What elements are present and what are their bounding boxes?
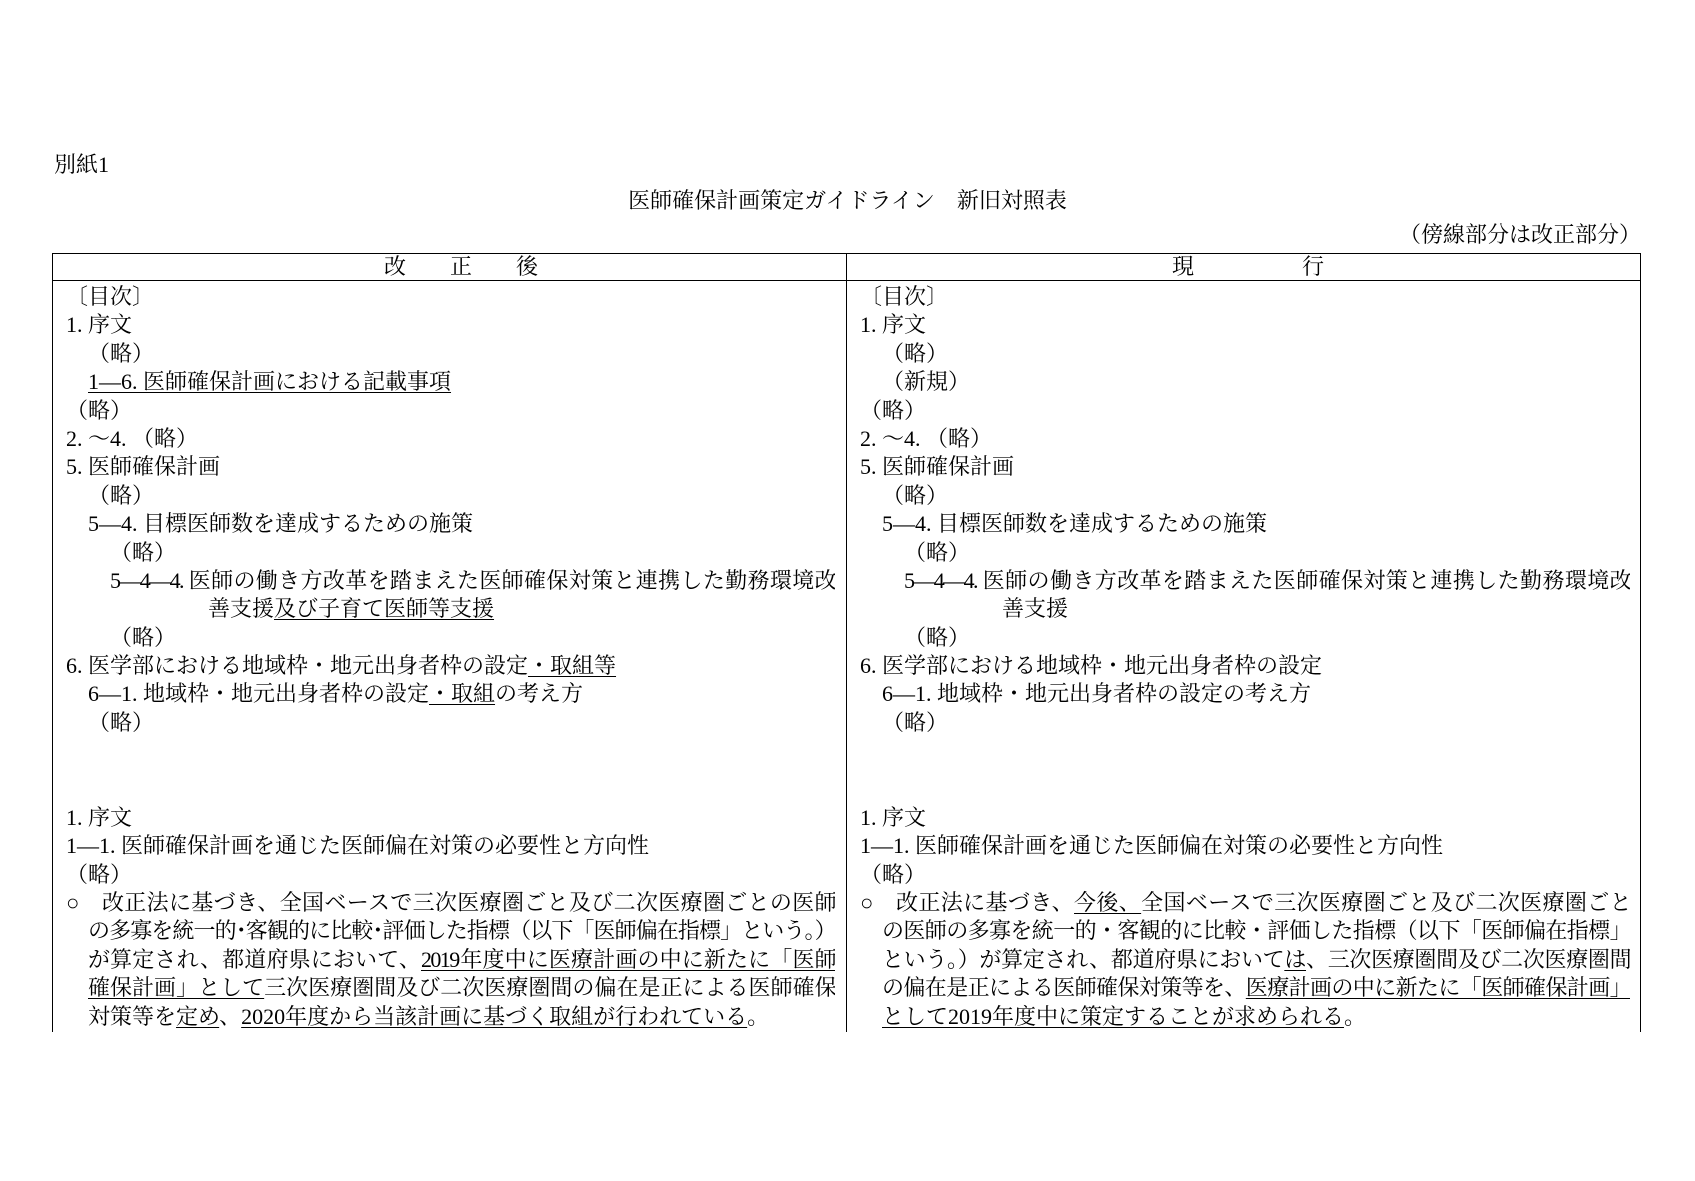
revised-body-line bbox=[88, 946, 835, 974]
line-text: （略） bbox=[904, 624, 971, 650]
current-body-line bbox=[882, 946, 1630, 974]
revised-toc-line bbox=[66, 453, 835, 481]
revised-body-line bbox=[88, 1003, 835, 1031]
header-current-label bbox=[1172, 254, 1324, 280]
header-revised-char: 正 bbox=[449, 254, 472, 279]
line-text: 2. ～4. （略） bbox=[66, 425, 199, 451]
revised-body-line bbox=[88, 974, 835, 1002]
line-text: （新規） bbox=[882, 369, 971, 395]
line-text: 5—4. 目標医師数を達成するための施策 bbox=[88, 511, 474, 537]
current-table-of-contents bbox=[860, 283, 1630, 737]
line-text: 〔目次〕 bbox=[66, 284, 155, 309]
current-column bbox=[847, 281, 1640, 1032]
revised-toc-line bbox=[110, 539, 835, 567]
underlined-revision-text: 今後、 bbox=[1074, 890, 1142, 916]
revised-toc-line bbox=[66, 652, 835, 680]
line-text: 三次医療圏間及び二次医療圏間の偏在是正による医師確保 bbox=[264, 975, 835, 1001]
current-body-line bbox=[860, 861, 1630, 889]
line-text: 6—1. 地域枠・地元出身者枠の設定 bbox=[88, 681, 430, 707]
revised-toc-line bbox=[88, 709, 835, 737]
line-text: ○ 改正法に基づき、全国ベースで三次医療圏ごと及び二次医療圏ごとの医師 bbox=[66, 890, 835, 916]
underlined-revision-text: 医療計画の中に新たに「医師確保計画」 bbox=[1245, 975, 1630, 1001]
underlined-revision-text: 定め bbox=[176, 1003, 220, 1029]
current-toc-line bbox=[860, 397, 1630, 425]
revised-toc-line bbox=[66, 425, 835, 453]
header-revised-label bbox=[384, 254, 538, 280]
current-toc-line bbox=[882, 680, 1630, 708]
line-text: 善支援 bbox=[208, 596, 275, 622]
line-text: （略） bbox=[66, 397, 133, 423]
line-text: 、 bbox=[219, 1003, 242, 1029]
line-text: 6. 医学部における地域枠・地元出身者枠の設定 bbox=[860, 653, 1323, 679]
underlined-revision-text: 2020年度から当該計画に基づく取組が行われている bbox=[241, 1003, 748, 1029]
revised-body-line bbox=[66, 804, 835, 832]
line-text: 1—1. 医師確保計画を通じた医師偏在対策の必要性と方向性 bbox=[66, 833, 650, 859]
underlined-revision-text: 及び子育て医師等支援 bbox=[274, 596, 495, 622]
header-current-char: 現 bbox=[1172, 254, 1195, 279]
current-toc-line bbox=[860, 453, 1630, 481]
revised-body-text bbox=[66, 804, 835, 1031]
section-gap bbox=[860, 737, 1630, 804]
underlined-revision-text: ・取組等 bbox=[528, 653, 617, 679]
current-body-line bbox=[882, 917, 1630, 945]
header-current-char: 行 bbox=[1301, 254, 1324, 279]
revised-body-line bbox=[66, 861, 835, 889]
current-toc-line bbox=[860, 425, 1630, 453]
line-text: （略） bbox=[860, 861, 927, 887]
line-text: 6—1. 地域枠・地元出身者枠の設定の考え方 bbox=[882, 681, 1312, 707]
line-text: （略） bbox=[110, 624, 177, 650]
line-text: （略） bbox=[88, 709, 155, 735]
revised-toc-line bbox=[88, 368, 835, 396]
revised-toc-line bbox=[66, 283, 835, 311]
line-text: 〔目次〕 bbox=[860, 284, 949, 309]
line-text: （略） bbox=[882, 709, 949, 735]
header-revised-char: 改 bbox=[384, 254, 407, 279]
current-body-text bbox=[860, 804, 1630, 1031]
line-text: 。 bbox=[747, 1003, 770, 1029]
current-toc-line bbox=[882, 510, 1630, 538]
current-toc-line bbox=[1002, 595, 1630, 623]
line-text: 、三次医療圏間及び二次医療圏間 bbox=[1306, 946, 1630, 972]
current-toc-line bbox=[860, 311, 1630, 339]
current-toc-line bbox=[904, 624, 1630, 652]
line-text: 5. 医師確保計画 bbox=[860, 454, 1015, 480]
line-text: の医師の多寡を統一的・客観的に比較・評価した指標（以下「医師偏在指標」 bbox=[882, 918, 1630, 944]
line-text: （略） bbox=[882, 340, 949, 366]
revised-toc-line bbox=[66, 311, 835, 339]
line-text: （略） bbox=[860, 397, 927, 423]
underlined-revision-text: 2019年度中に医療計画の中に新たに「医師 bbox=[421, 946, 835, 972]
line-text: ○ 改正法に基づき、 bbox=[860, 890, 1075, 916]
underlined-revision-text: として2019年度中に策定することが求められる bbox=[882, 1003, 1345, 1029]
revised-column bbox=[53, 281, 847, 1032]
line-text: 1—1. 医師確保計画を通じた医師偏在対策の必要性と方向性 bbox=[860, 833, 1444, 859]
line-text: 1. 序文 bbox=[860, 312, 927, 338]
line-text: 1. 序文 bbox=[66, 804, 133, 830]
current-toc-line bbox=[882, 368, 1630, 396]
revised-toc-line bbox=[88, 510, 835, 538]
line-text: （略） bbox=[88, 340, 155, 366]
revised-toc-line bbox=[66, 397, 835, 425]
revised-table-of-contents bbox=[66, 283, 835, 737]
line-text: が算定され、都道府県において、 bbox=[88, 946, 421, 972]
comparison-table bbox=[52, 253, 1641, 1032]
line-text: という。）が算定され、都道府県において bbox=[882, 946, 1285, 972]
line-text: 6. 医学部における地域枠・地元出身者枠の設定 bbox=[66, 653, 529, 679]
current-toc-line bbox=[904, 567, 1630, 595]
line-text: 5—4—4. 医師の働き方改革を踏まえた医師確保対策と連携した勤務環境改 bbox=[904, 567, 1630, 593]
current-body-line bbox=[860, 889, 1630, 917]
underlined-revision-text: 確保計画」として bbox=[88, 975, 265, 1001]
revised-toc-line bbox=[110, 624, 835, 652]
line-text: （略） bbox=[904, 539, 971, 565]
line-text: 5—4—4. 医師の働き方改革を踏まえた医師確保対策と連携した勤務環境改 bbox=[110, 567, 835, 593]
current-toc-line bbox=[860, 283, 1630, 311]
line-text: 1. 序文 bbox=[66, 312, 133, 338]
current-body-line bbox=[860, 832, 1630, 860]
line-text: 5—4. 目標医師数を達成するための施策 bbox=[882, 511, 1268, 537]
current-toc-line bbox=[882, 340, 1630, 368]
line-text: 善支援 bbox=[1002, 596, 1069, 622]
line-text: （略） bbox=[88, 482, 155, 508]
current-toc-line bbox=[860, 652, 1630, 680]
line-text: 5. 医師確保計画 bbox=[66, 454, 221, 480]
header-current bbox=[847, 254, 1640, 281]
underlined-revision-text: は bbox=[1284, 946, 1307, 972]
current-body-line bbox=[882, 974, 1630, 1002]
line-text: （略） bbox=[882, 482, 949, 508]
line-text: 対策等を bbox=[88, 1003, 177, 1029]
header-revised bbox=[53, 254, 847, 281]
line-text: の多寡を統一的･客観的に比較･評価した指標（以下「医師偏在指標」という。） bbox=[88, 918, 835, 944]
underline-note: （傍線部分は改正部分） bbox=[1398, 222, 1641, 247]
header-revised-char: 後 bbox=[515, 254, 538, 279]
line-text: （略） bbox=[66, 861, 133, 887]
current-toc-line bbox=[882, 482, 1630, 510]
revised-toc-line bbox=[88, 340, 835, 368]
underlined-revision-text: ・取組 bbox=[429, 681, 496, 707]
revised-body-line bbox=[88, 917, 835, 945]
line-text: 全国ベースで三次医療圏ごと及び二次医療圏ごと bbox=[1141, 890, 1630, 916]
line-text: 2. ～4. （略） bbox=[860, 425, 993, 451]
revised-toc-line bbox=[88, 482, 835, 510]
current-toc-line bbox=[904, 539, 1630, 567]
revised-toc-line bbox=[88, 680, 835, 708]
revised-body-line bbox=[66, 832, 835, 860]
attachment-label: 別紙1 bbox=[54, 152, 110, 177]
current-toc-line bbox=[882, 709, 1630, 737]
revised-toc-line bbox=[110, 567, 835, 595]
current-body-line bbox=[882, 1003, 1630, 1031]
line-text: の偏在是正による医師確保対策等を、 bbox=[882, 975, 1246, 1001]
line-text: の考え方 bbox=[495, 681, 584, 707]
line-text: 。 bbox=[1344, 1003, 1367, 1029]
revised-toc-line bbox=[208, 595, 835, 623]
line-text: （略） bbox=[110, 539, 177, 565]
underlined-revision-text: 1—6. 医師確保計画における記載事項 bbox=[88, 369, 452, 395]
current-body-line bbox=[860, 804, 1630, 832]
document-title: 医師確保計画策定ガイドライン 新旧対照表 bbox=[628, 188, 1067, 213]
line-text: 1. 序文 bbox=[860, 804, 927, 830]
revised-body-line bbox=[66, 889, 835, 917]
section-gap bbox=[66, 737, 835, 804]
